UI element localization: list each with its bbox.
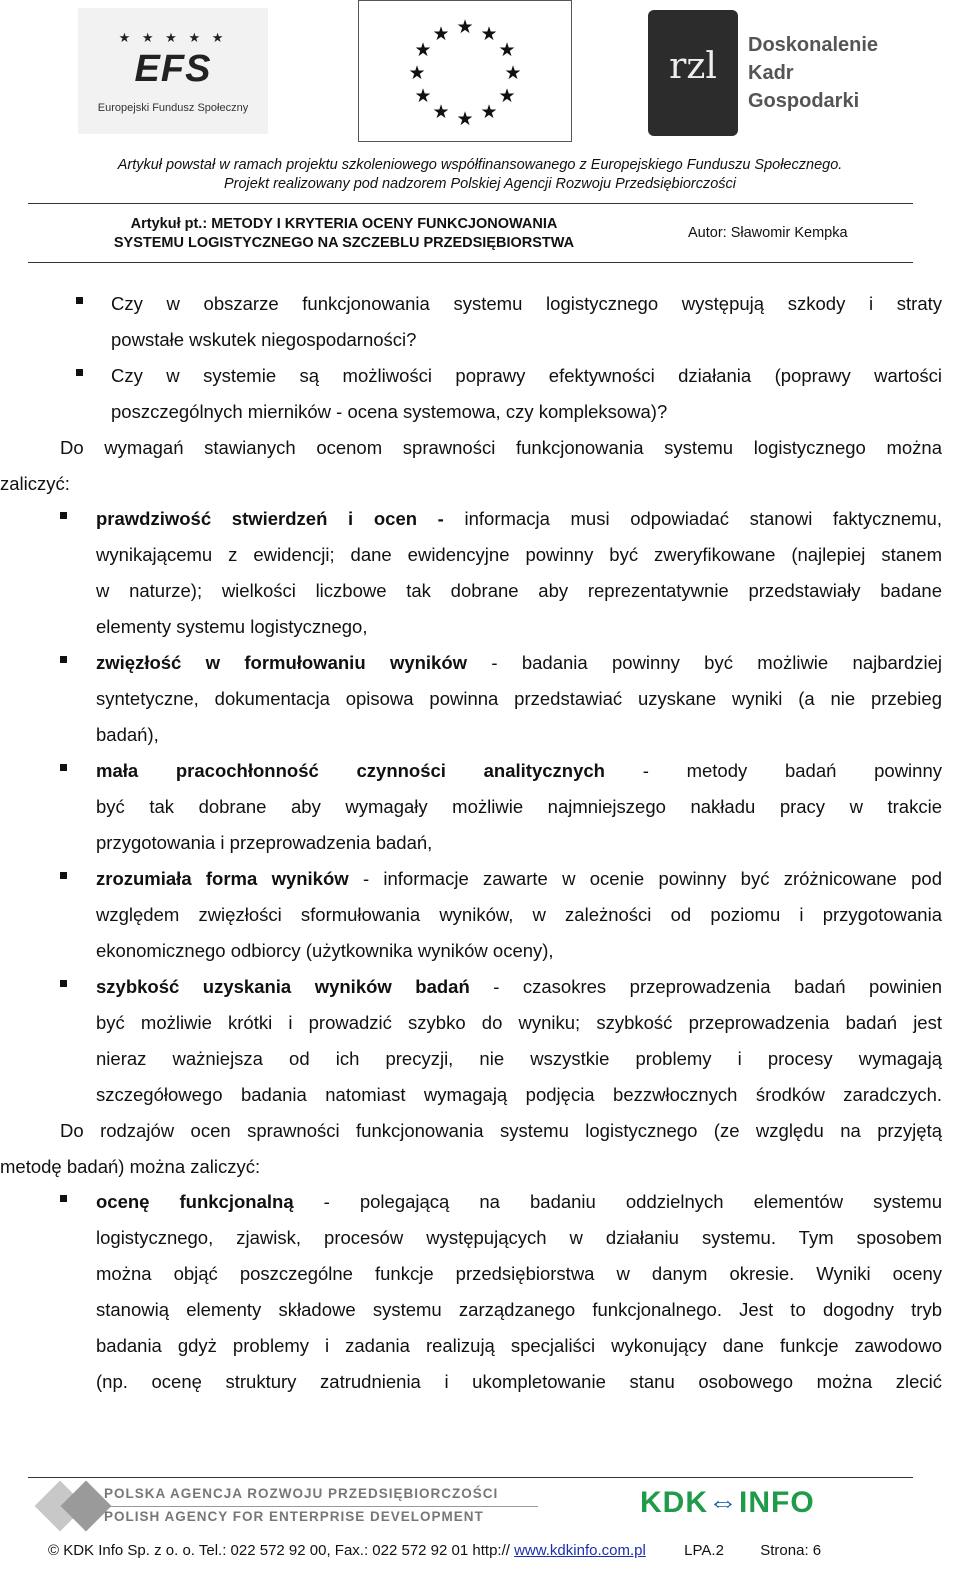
footer-page-number: Strona: 6 — [760, 1542, 822, 1559]
footer-contact — [48, 1542, 821, 1559]
requirement-1-line-4: elementy systemu logistycznego, — [96, 616, 368, 637]
parp-logo — [38, 1482, 500, 1534]
requirement-4-line-2: względem zwięzłości sformułowania wyników, w zależności od poziomu i przygotowania — [96, 904, 942, 925]
question-2-line-2: poszczególnych mierników - ocena systemowa, czy kompleksowa)? — [111, 401, 668, 422]
question-2-line-1: Czy w systemie są możliwości poprawy efektywności działania (poprawy wartości — [111, 365, 942, 386]
svg-text:★: ★ — [414, 39, 432, 61]
efs-logo — [78, 8, 268, 134]
dkg-word-2: Kadr — [748, 62, 794, 84]
article-label: Artykuł pt. — [130, 216, 203, 232]
footer-website-link[interactable]: www.kdkinfo.com.pl — [514, 1542, 646, 1559]
paragraph-2-line-2: metodę badań) można zaliczyć: — [0, 1156, 261, 1177]
requirement-1-line-1: prawdziwość stwierdzeń i ocen - informacja musi odpowiadać stanowi faktycznemu, — [96, 508, 942, 529]
svg-text:★: ★ — [498, 85, 516, 107]
project-note-line-1: Artykuł powstał w ramach projektu szkoleniowego współfinansowanego z Europejskiego Funduszu Społecznego. — [117, 157, 843, 173]
bullet-icon — [60, 872, 67, 879]
type-1-line-4: stanowią elementy składowe systemu zarządzanego funkcjonalnego. Jest to dogodny tryb — [96, 1299, 942, 1320]
question-1-line-1: Czy w obszarze funkcjonowania systemu logistycznego występują szkody i straty — [111, 293, 942, 314]
parp-line-1: POLSKA AGENCJA ROZWOJU PRZEDSIĘBIORCZOŚCI — [104, 1486, 499, 1501]
type-1-line-2: logistycznego, zjawisk, procesów występujących w działaniu systemu. Tym sposobem — [96, 1227, 942, 1248]
requirement-5-term: szybkość uzyskania wyników badań — [96, 976, 470, 997]
bullet-icon — [60, 980, 67, 987]
requirement-3-term: mała pracochłonność czynności analitycznych — [96, 760, 605, 781]
kdk-text: KDK — [640, 1486, 708, 1519]
bullet-icon — [76, 369, 83, 376]
parp-line-2: POLISH AGENCY FOR ENTERPRISE DEVELOPMENT — [104, 1509, 484, 1524]
svg-text:★: ★ — [480, 23, 498, 45]
eu-stars-icon — [359, 1, 571, 141]
svg-text:★: ★ — [504, 62, 522, 84]
svg-text:★: ★ — [498, 39, 516, 61]
requirement-3-line-1: mała pracochłonność czynności analitycznych - metody badań powinny — [96, 760, 942, 781]
divider-footer — [28, 1477, 913, 1478]
svg-text:★: ★ — [480, 101, 498, 123]
svg-text:★: ★ — [432, 23, 450, 45]
bullet-icon — [76, 297, 83, 304]
requirement-4-line-3: ekonomicznego odbiorcy (użytkownika wyników oceny), — [96, 940, 554, 961]
requirement-1-term: prawdziwość stwierdzeń i ocen - — [96, 508, 444, 529]
article-title-line-2: SYSTEMU LOGISTYCZNEGO NA SZCZEBLU PRZEDSIĘBIORSTWA — [113, 235, 575, 251]
footer-copyright: © KDK Info Sp. z o. o. Tel.: 022 572 92 00, Fax.: 022 572 92 01 http:// — [48, 1542, 510, 1559]
svg-text:★: ★ — [432, 101, 450, 123]
question-1-line-2: powstałe wskutek niegospodarności? — [111, 329, 417, 350]
svg-text:★: ★ — [414, 85, 432, 107]
requirement-2-line-1: zwięzłość w formułowaniu wyników - badania powinny być możliwie najbardziej — [96, 652, 942, 673]
article-author: Autor: Sławomir Kempka — [688, 225, 848, 241]
footer-doc-code: LPA.2 — [684, 1542, 724, 1559]
project-note — [0, 156, 960, 194]
article-title — [44, 215, 644, 253]
article-title-line-1: : METODY I KRYTERIA OCENY FUNKCJONOWANIA — [202, 216, 558, 232]
requirement-2-line-3: badań), — [96, 724, 159, 745]
efs-stars: ★ ★ ★ ★ ★ — [118, 30, 228, 45]
paragraph-2-line-1: Do rodzajów ocen sprawności funkcjonowania systemu logistycznego (ze względu na przyjętą — [60, 1120, 942, 1141]
bullet-icon — [60, 764, 67, 771]
paragraph-1-line-2: zaliczyć: — [0, 473, 70, 494]
type-1-term: ocenę funkcjonalną — [96, 1191, 294, 1212]
requirement-5-line-3: nieraz ważniejsza od ich precyzji, nie wszystkie problemy i procesy wymagają — [96, 1048, 942, 1069]
kdk-arrow-icon: ⇔ — [708, 1486, 739, 1519]
type-1-line-6: (np. ocenę struktury zatrudnienia i ukompletowanie stanu osobowego można zlecić — [96, 1371, 942, 1392]
requirement-4-line-1: zrozumiała forma wyników - informacje zawarte w ocenie powinny być zróżnicowane pod — [96, 868, 942, 889]
svg-text:★: ★ — [456, 108, 474, 130]
paragraph-1-line-1: Do wymagań stawianych ocenom sprawności funkcjonowania systemu logistycznego można — [60, 437, 942, 458]
info-text: INFO — [739, 1486, 815, 1519]
requirement-5-line-1: szybkość uzyskania wyników badań - czasokres przeprowadzenia badań powinien — [96, 976, 942, 997]
requirement-2-line-2: syntetyczne, dokumentacja opisowa powinna przedstawiać uzyskane wyniki (a nie przebieg — [96, 688, 942, 709]
bullet-icon — [60, 656, 67, 663]
eu-flag-logo — [358, 0, 572, 142]
svg-text:★: ★ — [408, 62, 426, 84]
dkg-word-3: Gospodarki — [748, 90, 860, 112]
requirement-5-line-4: szczegółowego badania natomiast wymagają podjęcia bezzwłocznych środków zaradczych. — [96, 1084, 942, 1105]
parp-divider — [104, 1506, 538, 1507]
project-note-line-2: Projekt realizowany pod nadzorem Polskiej Agencji Rozwoju Przedsiębiorczości — [223, 176, 737, 192]
efs-caption: Europejski Fundusz Społeczny — [97, 102, 249, 114]
divider-header — [28, 262, 913, 263]
dkg-word-1: Doskonalenie — [748, 34, 879, 56]
type-1-line-1: ocenę funkcjonalną - polegającą na badaniu oddzielnych elementów systemu — [96, 1191, 942, 1212]
divider-top — [28, 203, 913, 204]
efs-mark: EFS — [134, 48, 212, 90]
bullet-icon — [60, 1195, 67, 1202]
requirement-1-line-2: wynikającemu z ewidencji; dane ewidencyjne powinny być zweryfikowane (najlepiej stanem — [96, 544, 942, 565]
dkg-logo — [648, 10, 896, 136]
type-1-line-5: badania gdyż problemy i zadania realizują specjaliści wykonujący dane funkcje zawodowo — [96, 1335, 942, 1356]
requirement-2-term: zwięzłość w formułowaniu wyników — [96, 652, 468, 673]
kdk-info-logo — [640, 1486, 840, 1530]
requirement-3-line-2: być tak dobrane aby wymagały możliwie najmniejszego nakładu pracy w trakcie — [96, 796, 942, 817]
svg-text:★: ★ — [456, 16, 474, 38]
requirement-5-line-2: być możliwie krótki i prowadzić szybko do wyniku; szybkość przeprowadzenia badań jest — [96, 1012, 942, 1033]
dkg-emblem: rzl — [648, 10, 738, 136]
requirement-3-line-3: przygotowania i przeprowadzenia badań, — [96, 832, 433, 853]
bullet-icon — [60, 512, 67, 519]
requirement-4-term: zrozumiała forma wyników — [96, 868, 349, 889]
type-1-line-3: można objąć poszczególne funkcje przedsiębiorstwa w danym okresie. Wyniki oceny — [96, 1263, 942, 1284]
requirement-1-line-3: w naturze); wielkości liczbowe tak dobrane aby reprezentatywnie przedstawiały badane — [96, 580, 942, 601]
